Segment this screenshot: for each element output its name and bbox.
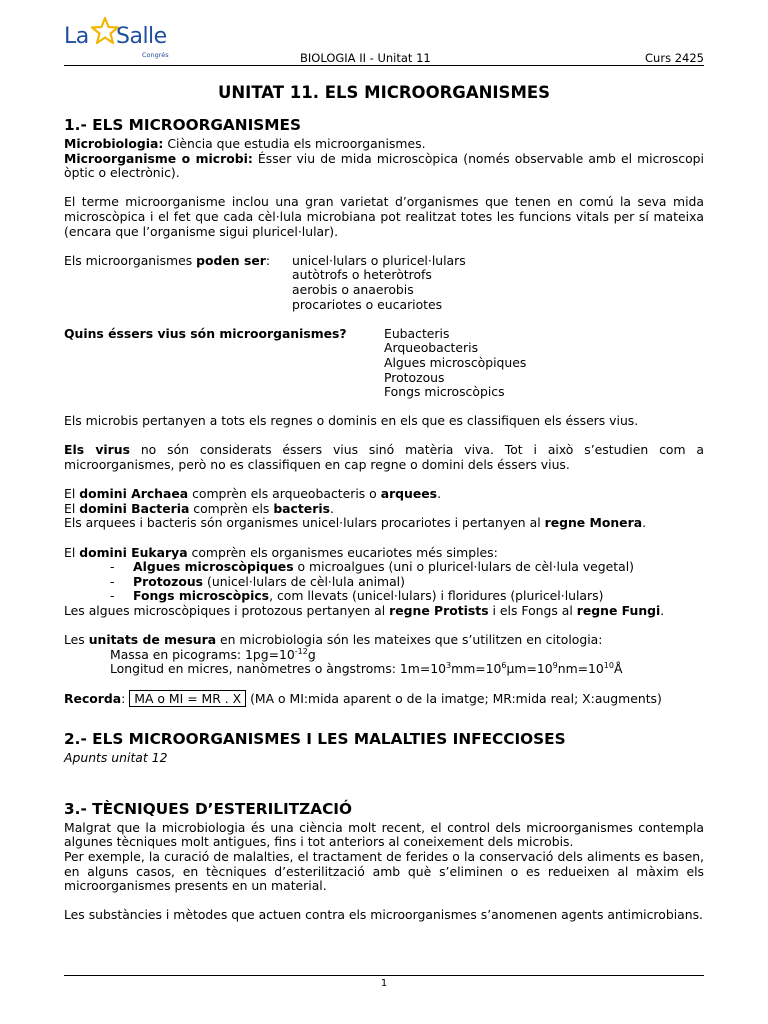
quins-list [384,327,526,400]
main-content [64,82,704,923]
section-1-heading: 1.- ELS MICROORGANISMES [64,116,301,134]
poden-ser-list [292,254,466,312]
paragraph-antimicrobians: Les substàncies i mètodes que actuen contra els microorganismes s’anomenen agents antimicrobians. [64,907,703,923]
header-course: Curs 2425 [645,51,704,65]
paragraph-esterilitzacio-2: Per exemple, la curació de malalties, el tractament de ferides o la conservació dels aliments es basen, en alguns casos, en tècniques d’esterilització amb què s’eliminen o es redueixen al màxim els microorganismes presents en un material. [64,848,704,894]
header-subject: BIOLOGIA II - Unitat 11 [300,51,431,65]
quins-question: Quins éssers vius són microorganismes? [64,325,347,341]
section-3-heading: 3.- TÈCNIQUES D’ESTERILITZACIÓ [64,799,353,818]
la-salle-logo [64,16,176,62]
line-unitats: Les unitats de mesura en microbiologia són les mateixes que s’utilitzen en citologia: [64,632,603,648]
list-item: - Fongs microscòpics, com llevats (unicel·lulars) i floridures (pluricel·lulars) [110,588,604,604]
line-massa: Massa en picograms: $1pg=10^{-12}g$ [110,646,316,662]
paragraph-regnes: Els microbis pertanyen a tots els regnes o dominis en els que es classifiquen els éssers vius. [64,413,639,429]
list-item: Arqueobacteris [384,340,479,356]
section-2-heading: 2.- ELS MICROORGANISMES I LES MALALTIES INFECCIOSES [64,730,566,749]
footer-divider [64,975,704,976]
line-archaea: El domini Archaea comprèn els arqueobacteris o arquees. [64,486,442,502]
page-title: UNITAT 11. ELS MICROORGANISMES [217,83,551,102]
list-item: Eubacteris [384,325,450,341]
line-recorda: Recorda: MA o MI = MR . X (MA o MI:mida aparent o de la imatge; MR:mida real; X:augments) [64,690,662,706]
quins-block [64,327,704,400]
poden-ser-label: Els microorganismes poden ser: [64,252,271,268]
logo-text-salle: Salle [116,24,167,49]
list-item: Fongs microscòpics [384,384,505,400]
paragraph-virus: Els virus no són considerats éssers vius sinó matèria viva. Tot i això s’estudien com a microorganismes, però no es classifiquen en cap regne o domini dels éssers vius. [64,442,705,473]
list-item: Algues microscòpiques [384,354,527,370]
list-item: - Protozous (unicel·lulars de cèl·lula animal) [110,573,405,589]
page-number: 1 [380,978,388,989]
poden-ser-block [64,254,704,312]
line-bacteria: El domini Bacteria comprèn els bacteris. [64,500,334,516]
definition-microbiologia: Microbiologia: Ciència que estudia els microorganismes. [64,136,426,151]
line-eukarya: El domini Eukarya comprèn els organismes eucariotes més simples: [64,544,498,560]
list-item: procariotes o eucariotes [292,296,443,312]
eukarya-list [110,560,704,604]
section-2-note: Apunts unitat 12 [64,750,168,766]
list-item: aerobis o anaerobis [292,281,414,297]
line-monera: Els arquees i bacteris són organismes unicel·lulars procariotes i pertanyen al regne Monera. [64,515,647,531]
list-item: - Algues microscòpiques o microalgues (uni o pluricel·lulars de cèl·lula vegetal) [110,559,634,575]
definition-microorganisme: Microorganisme o microbi: Ésser viu de mida microscòpica (només observable amb el microscopi òptic o electrònic). [64,150,704,181]
logo-text-la: La [64,24,89,49]
formula-box: MA o MI = MR . X [129,690,246,707]
line-protists: Les algues microscòpiques i protozous pertanyen al regne Protists i els Fongs al regne Fungi. [64,603,665,618]
list-item: Protozous [384,369,445,385]
header-divider [64,65,704,66]
logo-subtitle: Congrés [142,51,169,59]
paragraph-esterilitzacio-1: Malgrat que la microbiologia és una ciència molt recent, el control dels microorganismes contempla algunes tècniques molt antigues, fins i tot anteriors al coneixement dels microbis. [64,819,704,850]
line-longitud: Longitud en micres, nanòmetres o àngstroms: $1m=10^3mm=10^6\mu m=10^9nm=10^{10}Å$ [110,661,623,677]
list-item: autòtrofs o heteròtrofs [292,267,432,283]
list-item: unicel·lulars o pluricel·lulars [292,252,466,268]
paragraph-microorganisme: El terme microorganisme inclou una gran varietat d’organismes que tenen en comú la seva mida microscòpica i el fet que cada cèl·lula microbiana pot realitzat totes les funcions vitals per sí mateixa (encara que l’organisme sigui pluricel·lular). [64,194,704,239]
